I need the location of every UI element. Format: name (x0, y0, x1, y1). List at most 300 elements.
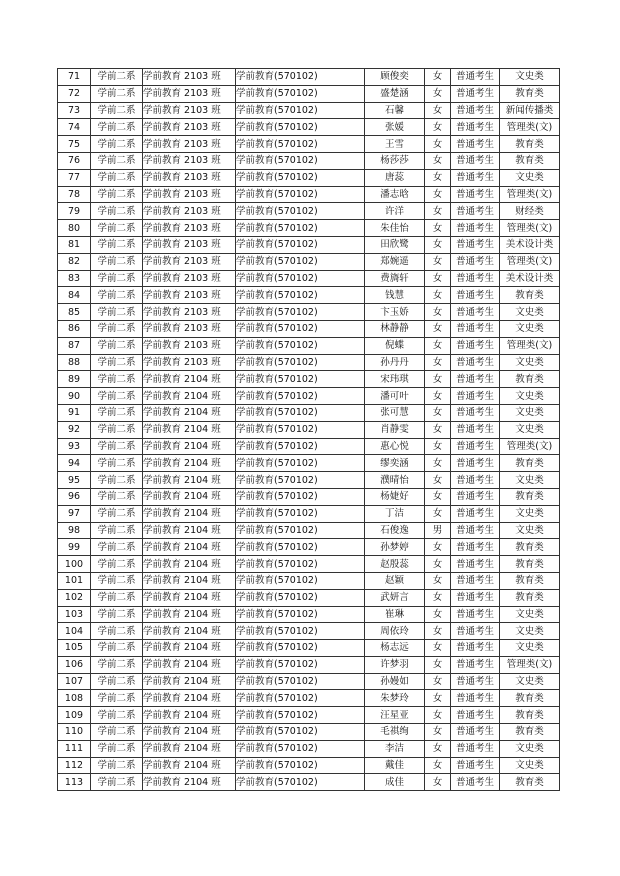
applicant-type-cell: 普通考生 (451, 371, 500, 388)
gender-cell: 女 (425, 287, 451, 304)
applicant-type-cell: 普通考生 (451, 724, 500, 741)
student-name-cell: 张媛 (365, 119, 425, 136)
gender-cell: 女 (425, 757, 451, 774)
row-number: 109 (58, 707, 91, 724)
exam-category-cell: 教育类 (500, 136, 560, 153)
gender-cell: 女 (425, 656, 451, 673)
gender-cell: 女 (425, 740, 451, 757)
student-name-cell: 李洁 (365, 740, 425, 757)
student-name-cell: 宋玮琪 (365, 371, 425, 388)
table-row (58, 421, 560, 438)
major-cell: 学前教育(570102) (236, 304, 365, 321)
student-name-cell: 林静静 (365, 320, 425, 337)
department-cell: 学前二系 (91, 505, 143, 522)
student-name-cell: 钱慧 (365, 287, 425, 304)
table-row (58, 623, 560, 640)
class-cell: 学前教育 2103 班 (143, 186, 236, 203)
department-cell: 学前二系 (91, 169, 143, 186)
applicant-type-cell: 普通考生 (451, 472, 500, 489)
student-name-cell: 郑婉遥 (365, 253, 425, 270)
gender-cell: 女 (425, 623, 451, 640)
student-name-cell: 王雪 (365, 136, 425, 153)
table-row (58, 371, 560, 388)
exam-category-cell: 文史类 (500, 606, 560, 623)
row-number: 77 (58, 169, 91, 186)
student-name-cell: 潘可叶 (365, 388, 425, 405)
department-cell: 学前二系 (91, 589, 143, 606)
student-name-cell: 唐蕊 (365, 169, 425, 186)
exam-category-cell: 文史类 (500, 404, 560, 421)
row-number: 89 (58, 371, 91, 388)
applicant-type-cell: 普通考生 (451, 119, 500, 136)
row-number: 79 (58, 203, 91, 220)
student-name-cell: 孙丹丹 (365, 354, 425, 371)
applicant-type-cell: 普通考生 (451, 320, 500, 337)
row-number: 93 (58, 438, 91, 455)
department-cell: 学前二系 (91, 337, 143, 354)
major-cell: 学前教育(570102) (236, 522, 365, 539)
student-name-cell: 丁洁 (365, 505, 425, 522)
department-cell: 学前二系 (91, 774, 143, 791)
major-cell: 学前教育(570102) (236, 556, 365, 573)
gender-cell: 女 (425, 270, 451, 287)
table-row (58, 85, 560, 102)
class-cell: 学前教育 2103 班 (143, 287, 236, 304)
table-row (58, 488, 560, 505)
student-name-cell: 倪蝶 (365, 337, 425, 354)
exam-category-cell: 教育类 (500, 774, 560, 791)
class-cell: 学前教育 2104 班 (143, 455, 236, 472)
row-number: 78 (58, 186, 91, 203)
gender-cell: 女 (425, 320, 451, 337)
gender-cell: 女 (425, 119, 451, 136)
table-row (58, 69, 560, 86)
table-row (58, 102, 560, 119)
row-number: 106 (58, 656, 91, 673)
gender-cell: 女 (425, 438, 451, 455)
class-cell: 学前教育 2103 班 (143, 354, 236, 371)
major-cell: 学前教育(570102) (236, 757, 365, 774)
exam-category-cell: 文史类 (500, 740, 560, 757)
applicant-type-cell: 普通考生 (451, 203, 500, 220)
department-cell: 学前二系 (91, 640, 143, 657)
class-cell: 学前教育 2104 班 (143, 556, 236, 573)
exam-category-cell: 教育类 (500, 85, 560, 102)
class-cell: 学前教育 2104 班 (143, 539, 236, 556)
student-name-cell: 石馨 (365, 102, 425, 119)
applicant-type-cell: 普通考生 (451, 152, 500, 169)
exam-category-cell: 教育类 (500, 724, 560, 741)
exam-category-cell: 教育类 (500, 488, 560, 505)
applicant-type-cell: 普通考生 (451, 438, 500, 455)
department-cell: 学前二系 (91, 488, 143, 505)
department-cell: 学前二系 (91, 85, 143, 102)
table-row (58, 707, 560, 724)
major-cell: 学前教育(570102) (236, 572, 365, 589)
department-cell: 学前二系 (91, 421, 143, 438)
row-number: 107 (58, 673, 91, 690)
applicant-type-cell: 普通考生 (451, 673, 500, 690)
class-cell: 学前教育 2104 班 (143, 640, 236, 657)
exam-category-cell: 教育类 (500, 455, 560, 472)
applicant-type-cell: 普通考生 (451, 774, 500, 791)
table-row (58, 724, 560, 741)
student-name-cell: 卞玉娇 (365, 304, 425, 321)
table-row (58, 186, 560, 203)
major-cell: 学前教育(570102) (236, 707, 365, 724)
row-number: 101 (58, 572, 91, 589)
gender-cell: 女 (425, 186, 451, 203)
applicant-type-cell: 普通考生 (451, 556, 500, 573)
department-cell: 学前二系 (91, 203, 143, 220)
gender-cell: 女 (425, 388, 451, 405)
exam-category-cell: 文史类 (500, 354, 560, 371)
major-cell: 学前教育(570102) (236, 203, 365, 220)
department-cell: 学前二系 (91, 656, 143, 673)
table-row (58, 455, 560, 472)
table-row (58, 572, 560, 589)
student-name-cell: 朱佳怡 (365, 220, 425, 237)
exam-category-cell: 教育类 (500, 371, 560, 388)
gender-cell: 女 (425, 488, 451, 505)
class-cell: 学前教育 2103 班 (143, 220, 236, 237)
applicant-type-cell: 普通考生 (451, 589, 500, 606)
row-number: 95 (58, 472, 91, 489)
department-cell: 学前二系 (91, 472, 143, 489)
department-cell: 学前二系 (91, 354, 143, 371)
class-cell: 学前教育 2104 班 (143, 740, 236, 757)
table-row (58, 169, 560, 186)
row-number: 86 (58, 320, 91, 337)
row-number: 82 (58, 253, 91, 270)
class-cell: 学前教育 2104 班 (143, 690, 236, 707)
row-number: 74 (58, 119, 91, 136)
exam-category-cell: 文史类 (500, 757, 560, 774)
department-cell: 学前二系 (91, 455, 143, 472)
row-number: 96 (58, 488, 91, 505)
gender-cell: 女 (425, 371, 451, 388)
applicant-type-cell: 普通考生 (451, 354, 500, 371)
class-cell: 学前教育 2104 班 (143, 572, 236, 589)
department-cell: 学前二系 (91, 236, 143, 253)
student-name-cell: 周依玲 (365, 623, 425, 640)
applicant-type-cell: 普通考生 (451, 455, 500, 472)
student-name-cell: 赵颖 (365, 572, 425, 589)
exam-category-cell: 管理类(文) (500, 253, 560, 270)
exam-category-cell: 文史类 (500, 421, 560, 438)
applicant-type-cell: 普通考生 (451, 640, 500, 657)
class-cell: 学前教育 2104 班 (143, 757, 236, 774)
table-row (58, 320, 560, 337)
class-cell: 学前教育 2104 班 (143, 388, 236, 405)
gender-cell: 女 (425, 690, 451, 707)
table-row (58, 119, 560, 136)
student-name-cell: 盛楚涵 (365, 85, 425, 102)
exam-category-cell: 文史类 (500, 505, 560, 522)
row-number: 76 (58, 152, 91, 169)
applicant-type-cell: 普通考生 (451, 304, 500, 321)
exam-category-cell: 教育类 (500, 589, 560, 606)
student-name-cell: 孙梦婷 (365, 539, 425, 556)
class-cell: 学前教育 2104 班 (143, 656, 236, 673)
row-number: 75 (58, 136, 91, 153)
row-number: 103 (58, 606, 91, 623)
major-cell: 学前教育(570102) (236, 136, 365, 153)
row-number: 100 (58, 556, 91, 573)
applicant-type-cell: 普通考生 (451, 656, 500, 673)
row-number: 85 (58, 304, 91, 321)
applicant-type-cell: 普通考生 (451, 253, 500, 270)
department-cell: 学前二系 (91, 220, 143, 237)
student-name-cell: 毛祺绚 (365, 724, 425, 741)
major-cell: 学前教育(570102) (236, 589, 365, 606)
major-cell: 学前教育(570102) (236, 455, 365, 472)
student-name-cell: 田欣鹭 (365, 236, 425, 253)
row-number: 71 (58, 69, 91, 86)
gender-cell: 女 (425, 774, 451, 791)
student-name-cell: 许洋 (365, 203, 425, 220)
department-cell: 学前二系 (91, 388, 143, 405)
student-name-cell: 惠心悦 (365, 438, 425, 455)
class-cell: 学前教育 2104 班 (143, 404, 236, 421)
gender-cell: 女 (425, 169, 451, 186)
exam-category-cell: 美术设计类 (500, 236, 560, 253)
class-cell: 学前教育 2103 班 (143, 102, 236, 119)
applicant-type-cell: 普通考生 (451, 136, 500, 153)
table-row (58, 253, 560, 270)
row-number: 102 (58, 589, 91, 606)
applicant-type-cell: 普通考生 (451, 421, 500, 438)
class-cell: 学前教育 2104 班 (143, 774, 236, 791)
exam-category-cell: 教育类 (500, 539, 560, 556)
major-cell: 学前教育(570102) (236, 354, 365, 371)
student-name-cell: 戴佳 (365, 757, 425, 774)
gender-cell: 女 (425, 354, 451, 371)
student-name-cell: 许梦羽 (365, 656, 425, 673)
applicant-type-cell: 普通考生 (451, 690, 500, 707)
class-cell: 学前教育 2104 班 (143, 606, 236, 623)
gender-cell: 女 (425, 640, 451, 657)
major-cell: 学前教育(570102) (236, 220, 365, 237)
major-cell: 学前教育(570102) (236, 505, 365, 522)
class-cell: 学前教育 2104 班 (143, 623, 236, 640)
major-cell: 学前教育(570102) (236, 724, 365, 741)
row-number: 92 (58, 421, 91, 438)
exam-category-cell: 文史类 (500, 69, 560, 86)
major-cell: 学前教育(570102) (236, 169, 365, 186)
exam-category-cell: 管理类(文) (500, 438, 560, 455)
roster-body (58, 69, 560, 791)
class-cell: 学前教育 2103 班 (143, 152, 236, 169)
row-number: 97 (58, 505, 91, 522)
major-cell: 学前教育(570102) (236, 85, 365, 102)
department-cell: 学前二系 (91, 556, 143, 573)
applicant-type-cell: 普通考生 (451, 505, 500, 522)
table-row (58, 505, 560, 522)
major-cell: 学前教育(570102) (236, 673, 365, 690)
class-cell: 学前教育 2103 班 (143, 253, 236, 270)
exam-category-cell: 文史类 (500, 640, 560, 657)
table-row (58, 337, 560, 354)
gender-cell: 女 (425, 724, 451, 741)
gender-cell: 女 (425, 136, 451, 153)
department-cell: 学前二系 (91, 304, 143, 321)
row-number: 94 (58, 455, 91, 472)
gender-cell: 女 (425, 236, 451, 253)
exam-category-cell: 教育类 (500, 556, 560, 573)
row-number: 87 (58, 337, 91, 354)
applicant-type-cell: 普通考生 (451, 707, 500, 724)
major-cell: 学前教育(570102) (236, 421, 365, 438)
student-name-cell: 濮晴怡 (365, 472, 425, 489)
row-number: 99 (58, 539, 91, 556)
applicant-type-cell: 普通考生 (451, 606, 500, 623)
applicant-type-cell: 普通考生 (451, 102, 500, 119)
student-name-cell: 赵殷蕊 (365, 556, 425, 573)
class-cell: 学前教育 2104 班 (143, 673, 236, 690)
class-cell: 学前教育 2103 班 (143, 69, 236, 86)
student-name-cell: 汪星亚 (365, 707, 425, 724)
gender-cell: 女 (425, 472, 451, 489)
applicant-type-cell: 普通考生 (451, 740, 500, 757)
row-number: 104 (58, 623, 91, 640)
class-cell: 学前教育 2103 班 (143, 304, 236, 321)
applicant-type-cell: 普通考生 (451, 623, 500, 640)
department-cell: 学前二系 (91, 740, 143, 757)
table-row (58, 388, 560, 405)
table-row (58, 354, 560, 371)
gender-cell: 女 (425, 102, 451, 119)
exam-category-cell: 教育类 (500, 690, 560, 707)
class-cell: 学前教育 2103 班 (143, 85, 236, 102)
gender-cell: 女 (425, 455, 451, 472)
exam-category-cell: 管理类(文) (500, 220, 560, 237)
student-name-cell: 朱梦玲 (365, 690, 425, 707)
department-cell: 学前二系 (91, 673, 143, 690)
student-name-cell: 杨婕好 (365, 488, 425, 505)
applicant-type-cell: 普通考生 (451, 169, 500, 186)
gender-cell: 女 (425, 404, 451, 421)
table-row (58, 539, 560, 556)
row-number: 84 (58, 287, 91, 304)
gender-cell: 女 (425, 203, 451, 220)
table-row (58, 640, 560, 657)
exam-category-cell: 文史类 (500, 388, 560, 405)
table-row (58, 740, 560, 757)
gender-cell: 女 (425, 85, 451, 102)
major-cell: 学前教育(570102) (236, 119, 365, 136)
gender-cell: 女 (425, 152, 451, 169)
applicant-type-cell: 普通考生 (451, 757, 500, 774)
applicant-type-cell: 普通考生 (451, 287, 500, 304)
class-cell: 学前教育 2104 班 (143, 724, 236, 741)
exam-category-cell: 教育类 (500, 572, 560, 589)
applicant-type-cell: 普通考生 (451, 404, 500, 421)
exam-category-cell: 教育类 (500, 707, 560, 724)
class-cell: 学前教育 2103 班 (143, 236, 236, 253)
applicant-type-cell: 普通考生 (451, 572, 500, 589)
applicant-type-cell: 普通考生 (451, 85, 500, 102)
applicant-type-cell: 普通考生 (451, 186, 500, 203)
gender-cell: 女 (425, 253, 451, 270)
major-cell: 学前教育(570102) (236, 186, 365, 203)
class-cell: 学前教育 2103 班 (143, 203, 236, 220)
row-number: 73 (58, 102, 91, 119)
row-number: 105 (58, 640, 91, 657)
major-cell: 学前教育(570102) (236, 152, 365, 169)
applicant-type-cell: 普通考生 (451, 236, 500, 253)
student-roster-table (57, 68, 560, 791)
row-number: 111 (58, 740, 91, 757)
student-name-cell: 缪奕涵 (365, 455, 425, 472)
exam-category-cell: 管理类(文) (500, 337, 560, 354)
table-row (58, 589, 560, 606)
class-cell: 学前教育 2104 班 (143, 707, 236, 724)
exam-category-cell: 文史类 (500, 472, 560, 489)
department-cell: 学前二系 (91, 371, 143, 388)
major-cell: 学前教育(570102) (236, 539, 365, 556)
gender-cell: 女 (425, 69, 451, 86)
major-cell: 学前教育(570102) (236, 320, 365, 337)
exam-category-cell: 新闻传播类 (500, 102, 560, 119)
class-cell: 学前教育 2104 班 (143, 438, 236, 455)
table-row (58, 774, 560, 791)
exam-category-cell: 文史类 (500, 304, 560, 321)
class-cell: 学前教育 2103 班 (143, 136, 236, 153)
class-cell: 学前教育 2104 班 (143, 589, 236, 606)
exam-category-cell: 财经类 (500, 203, 560, 220)
row-number: 80 (58, 220, 91, 237)
class-cell: 学前教育 2104 班 (143, 421, 236, 438)
student-name-cell: 潘志晗 (365, 186, 425, 203)
department-cell: 学前二系 (91, 287, 143, 304)
applicant-type-cell: 普通考生 (451, 522, 500, 539)
class-cell: 学前教育 2104 班 (143, 472, 236, 489)
table-row (58, 472, 560, 489)
department-cell: 学前二系 (91, 102, 143, 119)
table-row (58, 522, 560, 539)
student-name-cell: 崔琳 (365, 606, 425, 623)
exam-category-cell: 管理类(文) (500, 119, 560, 136)
major-cell: 学前教育(570102) (236, 488, 365, 505)
exam-category-cell: 管理类(文) (500, 656, 560, 673)
gender-cell: 女 (425, 220, 451, 237)
applicant-type-cell: 普通考生 (451, 69, 500, 86)
class-cell: 学前教育 2103 班 (143, 119, 236, 136)
row-number: 83 (58, 270, 91, 287)
row-number: 113 (58, 774, 91, 791)
table-row (58, 236, 560, 253)
department-cell: 学前二系 (91, 522, 143, 539)
table-row (58, 656, 560, 673)
department-cell: 学前二系 (91, 572, 143, 589)
exam-category-cell: 文史类 (500, 320, 560, 337)
applicant-type-cell: 普通考生 (451, 388, 500, 405)
table-row (58, 152, 560, 169)
class-cell: 学前教育 2104 班 (143, 371, 236, 388)
table-row (58, 304, 560, 321)
table-row (58, 270, 560, 287)
major-cell: 学前教育(570102) (236, 404, 365, 421)
gender-cell: 女 (425, 589, 451, 606)
student-name-cell: 杨莎莎 (365, 152, 425, 169)
gender-cell: 女 (425, 673, 451, 690)
exam-category-cell: 文史类 (500, 673, 560, 690)
table-row (58, 404, 560, 421)
row-number: 91 (58, 404, 91, 421)
class-cell: 学前教育 2104 班 (143, 488, 236, 505)
major-cell: 学前教育(570102) (236, 69, 365, 86)
